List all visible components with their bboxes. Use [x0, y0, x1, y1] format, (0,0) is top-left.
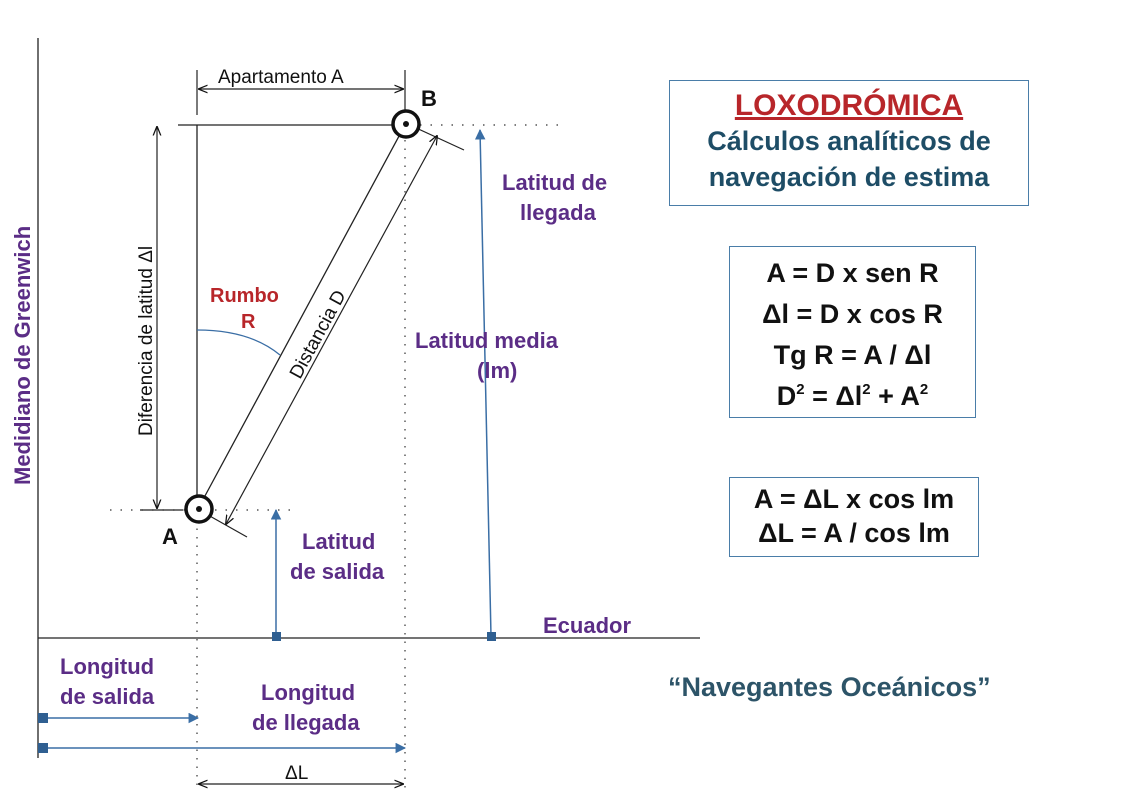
lat-llegada-origin [487, 632, 496, 641]
formula-sup-3: 2 [919, 381, 929, 398]
rumbo-angle-arc [197, 330, 280, 355]
lat-salida-label-1: Latitud [302, 529, 376, 554]
formula-d: D [776, 381, 797, 411]
formula-dl-from-a: ΔL = A / cos lm [758, 518, 950, 548]
lat-media-label-2: (lm) [477, 358, 518, 383]
ecuador-label: Ecuador [543, 613, 632, 638]
point-b-label: B [421, 86, 437, 111]
point-b-marker [393, 111, 419, 137]
lat-llegada-label-1: Latitud de [502, 170, 608, 195]
formula-apartamento: A = D x sen R [766, 258, 939, 288]
formula-dl: = Δl [804, 381, 863, 411]
formula-distancia [730, 376, 975, 417]
lat-llegada-arrow [480, 130, 491, 636]
lat-media-label-1: Latitud media [415, 328, 559, 353]
rumbo-r-label: R [241, 311, 256, 333]
long-salida-origin [38, 713, 48, 723]
greenwich-label: Medidiano de Greenwich [10, 225, 35, 485]
formula-tg-rumbo: Tg R = A / Δl [773, 340, 932, 370]
formula-dif-latitud: Δl = D x cos R [762, 299, 943, 329]
long-llegada-label-1: Longitud [261, 680, 356, 705]
distancia-tick-bottom [208, 515, 247, 537]
subtitle-line-1: Cálculos analíticos de [707, 126, 991, 156]
long-llegada-origin [38, 743, 48, 753]
rumbo-label: Rumbo [210, 285, 279, 307]
lat-salida-origin [272, 632, 281, 641]
formula-plus-a: + A [870, 381, 920, 411]
page-title: LOXODRÓMICA [734, 89, 964, 122]
formula-box-longitude [729, 477, 979, 557]
lat-llegada-label-2: llegada [520, 200, 596, 225]
subtitle-line-2: navegación de estima [708, 162, 990, 192]
title-box [669, 80, 1029, 206]
delta-l-label: ΔL [285, 763, 309, 784]
formula-a-from-dl: A = ΔL x cos lm [753, 484, 955, 514]
formula-sup-2: 2 [862, 381, 871, 398]
long-salida-label-2: de salida [60, 684, 155, 709]
point-a-marker [186, 496, 212, 522]
apartamento-label: Apartamento A [218, 67, 344, 88]
credit-text: “Navegantes Oceánicos” [668, 672, 991, 702]
long-salida-label-1: Longitud [60, 654, 155, 679]
distancia-tick-top [414, 127, 464, 150]
point-a-label: A [162, 524, 178, 549]
lat-salida-label-2: de salida [290, 559, 385, 584]
long-llegada-label-2: de llegada [252, 710, 360, 735]
distancia-label: Distancia D [285, 286, 351, 383]
formula-sup-1: 2 [796, 381, 805, 398]
dif-latitud-label: Diferencia de latitud Δl [136, 245, 157, 436]
rhumb-line [199, 125, 405, 507]
formula-box-main [729, 246, 976, 418]
